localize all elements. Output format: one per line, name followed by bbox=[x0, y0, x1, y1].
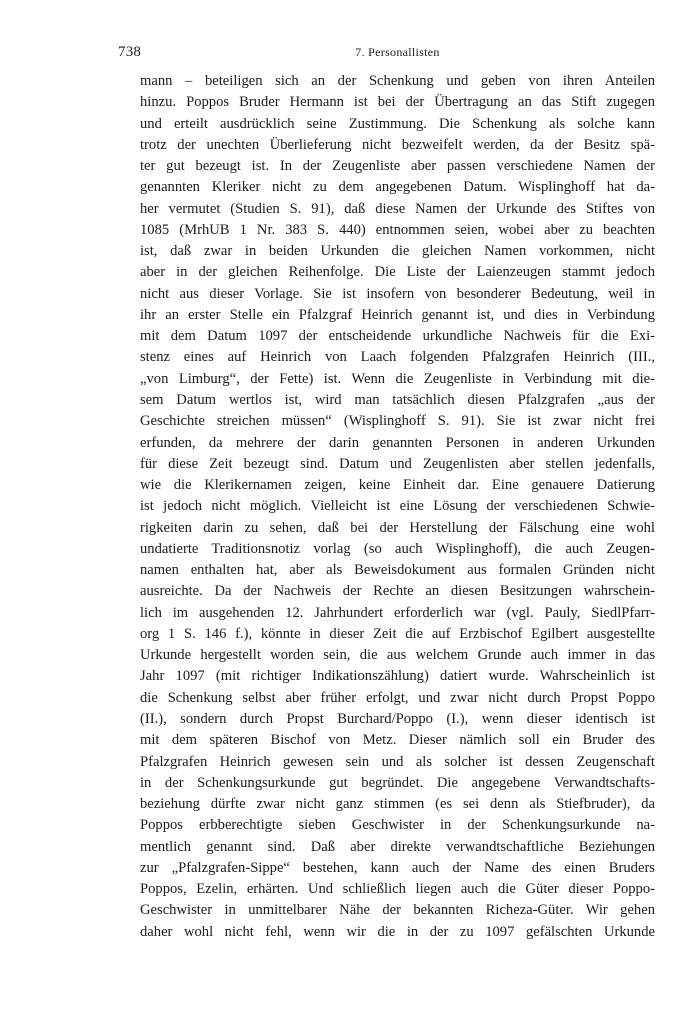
text-line: undatierte Traditionsnotiz vorlag (so auch Wisplinghoff), die auch Zeugen- bbox=[140, 540, 655, 557]
text-line: ihr an erster Stelle ein Pfalzgraf Heinrich genannt ist, und dies in Verbindung bbox=[140, 306, 655, 323]
text-line: ter gut bezeugt ist. In der Zeugenliste aber passen verschiedene Namen der bbox=[140, 158, 655, 175]
text-line: nicht aus dieser Vorlage. Sie ist insofern von besonderer Bedeutung, weil in bbox=[140, 285, 655, 302]
text-line: stenz eines auf Heinrich von Laach folgenden Pfalzgrafen Heinrich (III., bbox=[140, 349, 655, 366]
text-line: beziehung dürfte zwar nicht ganz stimmen (es sei denn als Stiefbruder), da bbox=[140, 796, 655, 813]
text-line: lich im ausgehenden 12. Jahrhundert erforderlich war (vgl. Pauly, SiedlPfarr- bbox=[140, 604, 655, 621]
text-line: rigkeiten darin zu sehen, daß bei der Herstellung der Fälschung eine wohl bbox=[140, 519, 655, 536]
text-line: „von Limburg“, der Fette) ist. Wenn die Zeugenliste in Verbindung mit die- bbox=[140, 370, 655, 387]
text-line: Pfalzgrafen Heinrich gewesen sein und als solcher ist dessen Zeugenschaft bbox=[140, 753, 655, 770]
text-line: 1085 (MrhUB 1 Nr. 383 S. 440) entnommen seien, wobei aber zu beachten bbox=[140, 221, 655, 238]
text-line: sem Datum wertlos ist, wird man tatsächlich diesen Pfalzgrafen „aus der bbox=[140, 391, 655, 408]
text-line: Geschwister in unmittelbarer Nähe der bekannten Richeza-Güter. Wir gehen bbox=[140, 902, 655, 919]
text-line: ausreichte. Da der Nachweis der Rechte an diesen Besitzungen wahrschein- bbox=[140, 583, 655, 600]
text-line: Urkunde hergestellt worden sein, die aus welchem Grunde auch immer in das bbox=[140, 647, 655, 664]
running-head: 7. Personallisten bbox=[355, 45, 440, 59]
body-text bbox=[140, 71, 655, 943]
text-line: trotz der unechten Überlieferung nicht bezweifelt werden, da der Besitz spä- bbox=[140, 136, 655, 153]
text-line: (II.), sondern durch Propst Burchard/Poppo (I.), wenn dieser identisch ist bbox=[140, 710, 655, 727]
text-line: genannten Kleriker nicht zu dem angegebenen Datum. Wisplinghoff hat da- bbox=[140, 179, 655, 196]
text-line: hinzu. Poppos Bruder Hermann ist bei der Übertragung an das Stift zugegen bbox=[140, 94, 655, 111]
text-line: Poppos, Ezelin, erhärten. Und schließlich liegen auch die Güter dieser Poppo- bbox=[140, 881, 655, 898]
text-line: in der Schenkungsurkunde gut begründet. Die angegebene Verwandtschafts- bbox=[140, 774, 655, 791]
text-line: org 1 S. 146 f.), könnte in dieser Zeit die auf Erzbischof Egilbert ausgestellte bbox=[140, 625, 655, 642]
text-line: mann – beteiligen sich an der Schenkung und geben von ihren Anteilen bbox=[140, 73, 655, 89]
text-line: die Schenkung selbst aber früher erfolgt, und zwar nicht durch Propst Poppo bbox=[140, 689, 655, 706]
text-line: zur „Pfalzgrafen-Sippe“ bestehen, kann auch der Name des einen Bruders bbox=[140, 859, 655, 876]
text-line: für diese Zeit bezeugt sind. Datum und Zeugenlisten aber stellen jedenfalls, bbox=[140, 455, 655, 472]
text-line: und erteilt ausdrücklich seine Zustimmung. Die Schenkung als solche kann bbox=[140, 115, 655, 132]
text-line: namen enthalten hat, aber als Beweisdokument aus formalen Gründen nicht bbox=[140, 562, 655, 579]
text-line: Jahr 1097 (mit richtiger Indikationszählung) datiert wurde. Wahrscheinlich ist bbox=[140, 668, 655, 685]
text-line: aber in der gleichen Reihenfolge. Die Liste der Laienzeugen stammt jedoch bbox=[140, 264, 655, 281]
text-line: Geschichte streichen müssen“ (Wisplinghoff S. 91). Sie ist zwar nicht frei bbox=[140, 413, 655, 430]
text-line: mit dem Datum 1097 der entscheidende urkundliche Nachweis für die Exi- bbox=[140, 328, 655, 345]
text-line: mentlich genannt sind. Daß aber direkte verwandtschaftliche Beziehungen bbox=[140, 838, 655, 855]
text-line: ist, daß zwar in beiden Urkunden die gleichen Namen vorkommen, nicht bbox=[140, 243, 655, 260]
text-line: ist jedoch nicht möglich. Vielleicht ist eine Lösung der verschiedenen Schwie- bbox=[140, 498, 655, 515]
page-number: 738 bbox=[118, 44, 142, 60]
text-line: her vermutet (Studien S. 91), daß diese Namen der Urkunde des Stiftes von bbox=[140, 200, 655, 217]
page-header bbox=[118, 44, 655, 64]
text-line: mit dem späteren Bischof von Metz. Dieser nämlich soll ein Bruder des bbox=[140, 732, 655, 749]
text-line: Poppos erbberechtigte sieben Geschwister in der Schenkungsurkunde na- bbox=[140, 817, 655, 834]
text-line: erfunden, da mehrere der darin genannten Personen in anderen Urkunden bbox=[140, 434, 655, 451]
text-line: wie die Klerikernamen zeigen, keine Einheit dar. Eine genauere Datierung bbox=[140, 477, 655, 494]
text-line: daher wohl nicht fehl, wenn wir die in der zu 1097 gefälschten Urkunde bbox=[140, 923, 655, 940]
